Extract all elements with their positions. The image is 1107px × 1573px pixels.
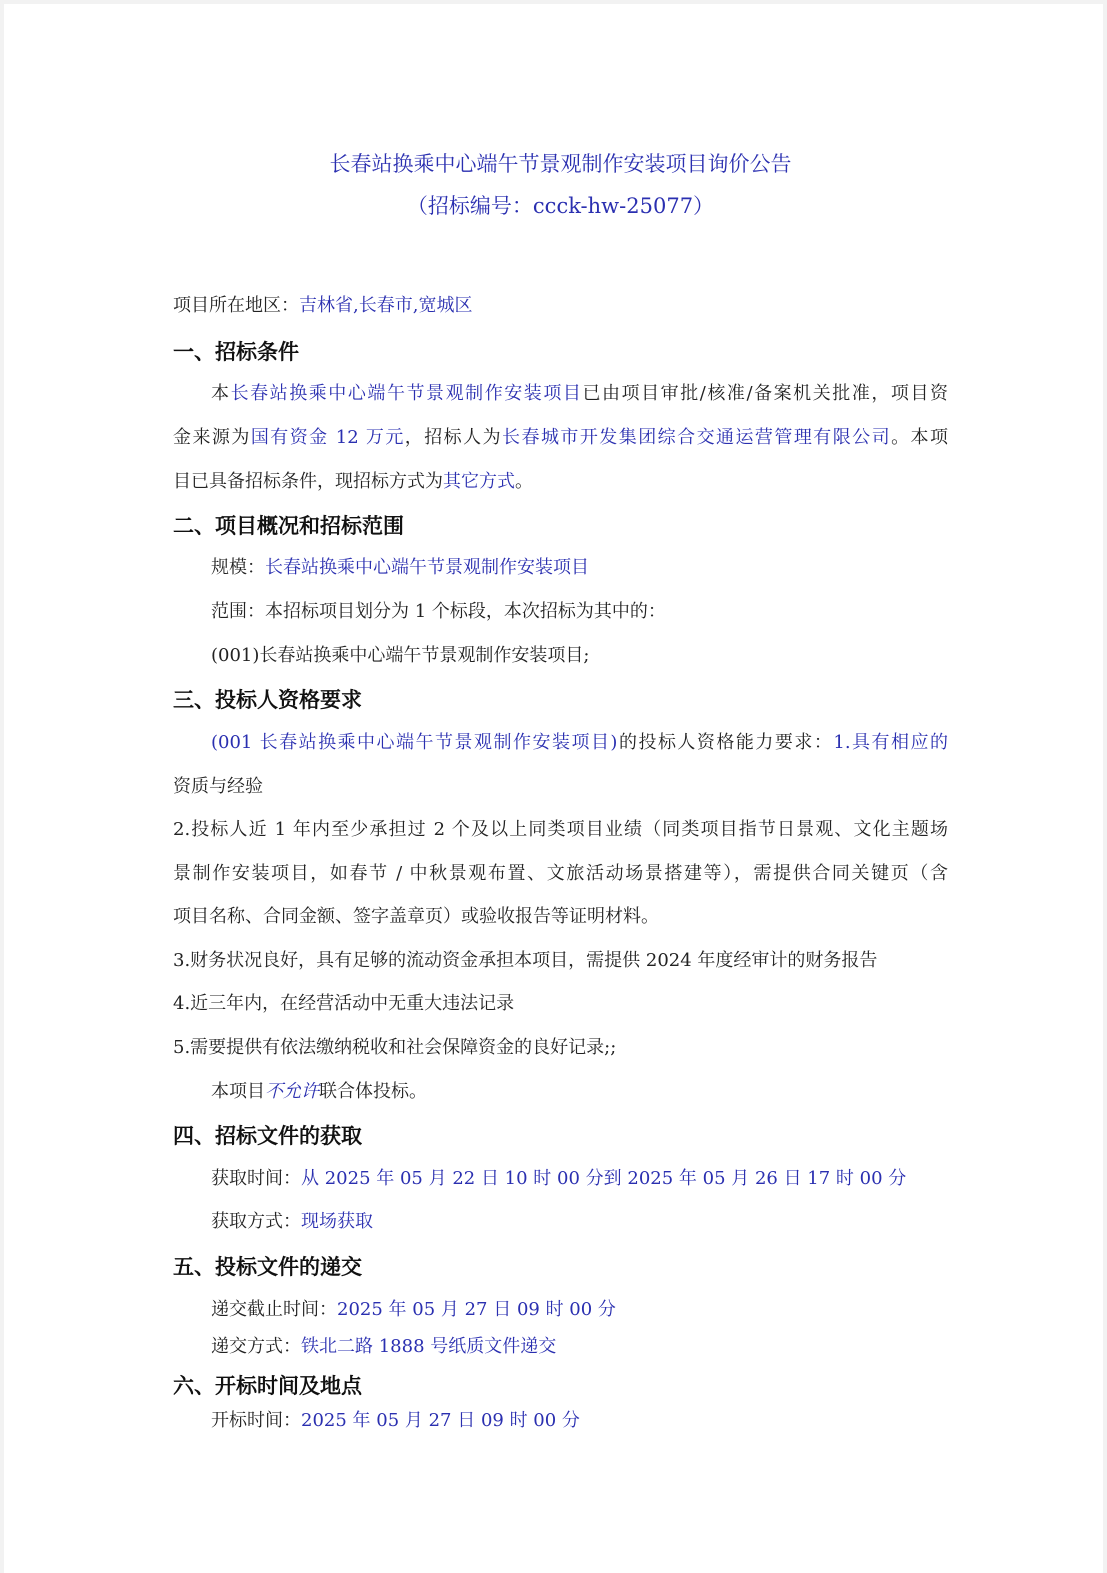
section-6-heading: 六、开标时间及地点 — [173, 1374, 362, 1398]
consortium-value: 不允许 — [265, 1081, 319, 1102]
s1-text: 。 — [515, 471, 533, 492]
s2-lot: (001)长春站换乘中心端午节景观制作安装项目; — [211, 645, 590, 666]
section-4-heading: 四、招标文件的获取 — [173, 1124, 362, 1148]
scale-value: 长春站换乘中心端午节景观制作安装项目 — [265, 557, 589, 578]
method-label: 获取方式： — [211, 1211, 301, 1232]
tender-number: （招标编号：ccck-hw-25077） — [406, 194, 715, 218]
s3-text: 的投标人资格能力要求： — [617, 732, 834, 753]
section-5-heading: 五、投标文件的递交 — [173, 1255, 362, 1279]
s2-scope: 范围：本招标项目划分为 1 个标段，本次招标为其中的： — [211, 601, 666, 622]
tenderer-name: 长春城市开发集团综合交通运营管理有限公司 — [502, 427, 892, 448]
time-value: 从 2025 年 05 月 22 日 10 时 00 分到 2025 年 05 月 26 日 17 时 00 分 — [301, 1168, 907, 1189]
tender-method: 其它方式 — [443, 471, 515, 492]
s3-line-5: 项目名称、合同金额、签字盖章页）或验收报告等证明材料。 — [173, 906, 659, 927]
s1-line-3 — [173, 470, 948, 494]
s3-line-1 — [211, 731, 948, 755]
section-1-heading: 一、招标条件 — [173, 340, 299, 364]
document-title: 长春站换乘中心端午节景观制作安装项目询价公告 — [329, 152, 792, 176]
s3-consortium — [211, 1080, 948, 1104]
project-region — [173, 294, 948, 318]
s2-scale — [211, 556, 948, 580]
s1-text: 本 — [211, 383, 231, 404]
s1-line-2 — [173, 426, 948, 450]
deadline-label: 递交截止时间： — [211, 1299, 337, 1320]
section-2-heading: 二、项目概况和招标范围 — [173, 514, 404, 538]
s6-time — [211, 1409, 948, 1433]
deadline-value: 2025 年 05 月 27 日 09 时 00 分 — [337, 1299, 616, 1320]
opening-time-value: 2025 年 05 月 27 日 09 时 00 分 — [301, 1410, 580, 1431]
method-value: 现场获取 — [301, 1211, 373, 1232]
s1-text: 。本项 — [891, 427, 948, 448]
document-page — [4, 4, 1103, 1573]
region-label: 项目所在地区： — [173, 295, 299, 316]
s1-text: 目已具备招标条件，现招标方式为 — [173, 471, 443, 492]
submit-method-value: 铁北二路 1888 号纸质文件递交 — [301, 1336, 557, 1357]
s3-line-2: 资质与经验 — [173, 776, 263, 797]
time-label: 获取时间： — [211, 1168, 301, 1189]
fund-source: 国有资金 12 万元 — [250, 427, 405, 448]
submit-method-label: 递交方式： — [211, 1336, 301, 1357]
s3-lot: (001 长春站换乘中心端午节景观制作安装项目) — [211, 732, 618, 753]
s5-method — [211, 1335, 948, 1359]
s1-text: 已由项目审批/核准/备案机关批准，项目资 — [582, 383, 949, 404]
s3-line-7: 4.近三年内，在经营活动中无重大违法记录 — [173, 993, 515, 1014]
scale-label: 规模： — [211, 557, 265, 578]
s4-method — [211, 1210, 948, 1234]
s4-time — [211, 1167, 948, 1191]
s3-text: 联合体投标。 — [319, 1081, 427, 1102]
s1-text: 金来源为 — [173, 427, 251, 448]
s3-req: 1.具有相应的 — [833, 732, 949, 753]
s5-deadline — [211, 1298, 948, 1322]
region-value: 吉林省,长春市,宽城区 — [299, 295, 473, 316]
opening-time-label: 开标时间： — [211, 1410, 301, 1431]
s3-line-8: 5.需要提供有依法缴纳税收和社会保障资金的良好记录;; — [173, 1037, 617, 1058]
project-name: 长春站换乘中心端午节景观制作安装项目 — [230, 383, 583, 404]
s3-line-3: 2.投标人近 1 年内至少承担过 2 个及以上同类项目业绩（同类项目指节日景观、文化主题场 — [173, 819, 948, 840]
s1-text: ，招标人为 — [404, 427, 503, 448]
s3-line-6: 3.财务状况良好，具有足够的流动资金承担本项目，需提供 2024 年度经审计的财务报告 — [173, 950, 878, 971]
section-3-heading: 三、投标人资格要求 — [173, 688, 362, 712]
s3-text: 本项目 — [211, 1081, 265, 1102]
s3-line-4: 景制作安装项目，如春节 / 中秋景观布置、文旅活动场景搭建等），需提供合同关键页（含 — [173, 863, 948, 884]
s1-line-1 — [211, 382, 948, 406]
